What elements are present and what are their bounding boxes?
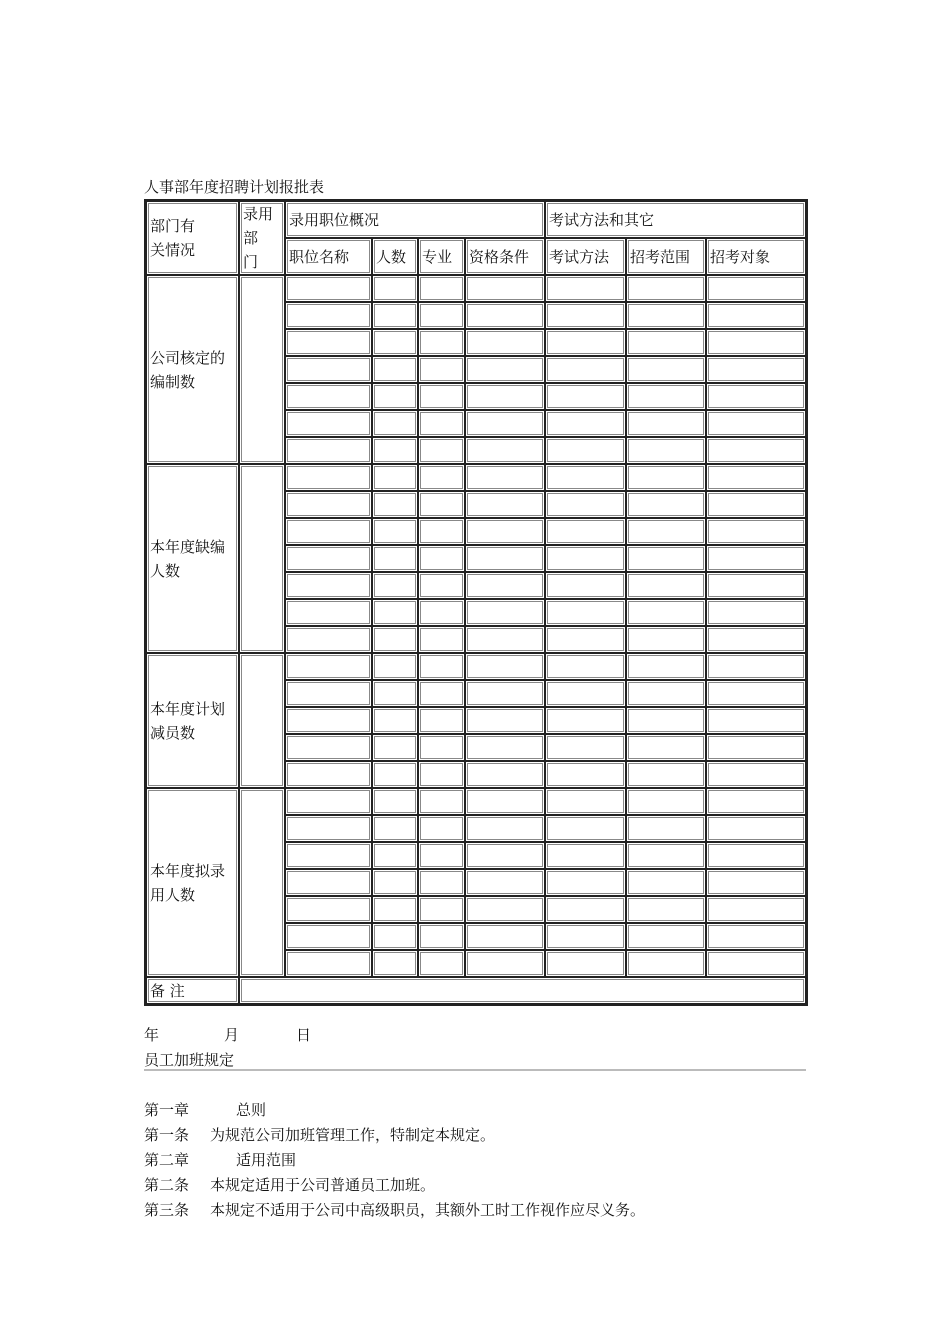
entry-cell[interactable] [418,383,465,410]
entry-cell[interactable] [626,842,706,869]
entry-cell[interactable] [706,869,806,896]
entry-cell[interactable] [372,707,418,734]
table-row [146,275,806,302]
entry-cell[interactable] [706,788,806,815]
entry-cell[interactable] [372,464,418,491]
table-row [146,788,806,815]
entry-cell[interactable] [418,680,465,707]
hire-dept-cell[interactable] [239,275,285,464]
entry-cell[interactable] [465,464,545,491]
entry-cell[interactable] [285,707,372,734]
entry-cell[interactable] [372,518,418,545]
entry-cell[interactable] [285,950,372,977]
entry-cell[interactable] [372,302,418,329]
entry-cell[interactable] [465,707,545,734]
entry-cell[interactable] [545,788,626,815]
entry-cell[interactable] [285,437,372,464]
entry-cell[interactable] [545,761,626,788]
entry-cell[interactable] [418,545,465,572]
entry-cell[interactable] [706,329,806,356]
entry-cell[interactable] [545,842,626,869]
remarks-row [146,977,806,1004]
entry-cell[interactable] [626,599,706,626]
entry-cell[interactable] [465,599,545,626]
doc-line-key: 第三条 [144,1201,190,1219]
date-line [144,1024,344,1044]
entry-cell[interactable] [545,869,626,896]
entry-cell[interactable] [285,680,372,707]
entry-cell[interactable] [545,383,626,410]
doc-line-text: 本规定不适用于公司中高级职员，其额外工时工作视作应尽义务。 [210,1201,646,1219]
doc-line-key: 第一章 [144,1101,190,1119]
section-label: 本年度计划 减员数 [146,653,239,788]
entry-cell[interactable] [545,896,626,923]
recruitment-plan-table [144,199,808,1006]
entry-cell[interactable] [285,815,372,842]
header-positions-group: 录用职位概况 [285,201,545,238]
entry-cell[interactable] [706,923,806,950]
entry-cell[interactable] [626,680,706,707]
entry-cell[interactable] [372,275,418,302]
entry-cell[interactable] [706,896,806,923]
entry-cell[interactable] [626,950,706,977]
entry-cell[interactable] [372,329,418,356]
header-hire-dept: 录用部 门 [239,201,285,275]
entry-cell[interactable] [418,734,465,761]
doc-line-text: 适用范围 [236,1151,297,1169]
entry-cell[interactable] [545,437,626,464]
entry-cell[interactable] [465,410,545,437]
entry-cell[interactable] [626,491,706,518]
entry-cell[interactable] [545,356,626,383]
entry-cell[interactable] [285,518,372,545]
entry-cell[interactable] [465,896,545,923]
title-divider [144,1069,806,1071]
entry-cell[interactable] [626,923,706,950]
entry-cell[interactable] [285,761,372,788]
entry-cell[interactable] [418,626,465,653]
entry-cell[interactable] [372,761,418,788]
entry-cell[interactable] [545,302,626,329]
entry-cell[interactable] [285,410,372,437]
date-day: 日 [296,1026,312,1044]
entry-cell[interactable] [372,923,418,950]
entry-cell[interactable] [285,545,372,572]
entry-cell[interactable] [465,815,545,842]
entry-cell[interactable] [372,950,418,977]
entry-cell[interactable] [285,653,372,680]
entry-cell[interactable] [626,329,706,356]
entry-cell[interactable] [545,329,626,356]
entry-cell[interactable] [465,275,545,302]
entry-cell[interactable] [626,464,706,491]
entry-cell[interactable] [418,815,465,842]
entry-cell[interactable] [372,896,418,923]
entry-cell[interactable] [372,653,418,680]
entry-cell[interactable] [626,815,706,842]
entry-cell[interactable] [418,923,465,950]
entry-cell[interactable] [706,275,806,302]
entry-cell[interactable] [545,950,626,977]
column-header: 专业 [418,238,465,275]
entry-cell[interactable] [418,788,465,815]
entry-cell[interactable] [285,491,372,518]
entry-cell[interactable] [418,275,465,302]
entry-cell[interactable] [706,410,806,437]
entry-cell[interactable] [372,734,418,761]
form-title: 人事部年度招聘计划报批表 [144,178,325,196]
entry-cell[interactable] [706,680,806,707]
entry-cell[interactable] [545,491,626,518]
entry-cell[interactable] [285,626,372,653]
entry-cell[interactable] [418,896,465,923]
entry-cell[interactable] [372,545,418,572]
section-label: 本年度拟录 用人数 [146,788,239,977]
entry-cell[interactable] [545,518,626,545]
table-row [146,464,806,491]
column-header: 招考范围 [626,238,706,275]
entry-cell[interactable] [418,410,465,437]
entry-cell[interactable] [465,761,545,788]
entry-cell[interactable] [372,626,418,653]
doc-line-text: 总则 [236,1101,267,1119]
entry-cell[interactable] [706,653,806,680]
entry-cell[interactable] [285,464,372,491]
entry-cell[interactable] [285,842,372,869]
entry-cell[interactable] [545,707,626,734]
entry-cell[interactable] [465,437,545,464]
entry-cell[interactable] [545,815,626,842]
entry-cell[interactable] [465,842,545,869]
entry-cell[interactable] [465,869,545,896]
entry-cell[interactable] [465,356,545,383]
entry-cell[interactable] [418,842,465,869]
entry-cell[interactable] [372,599,418,626]
entry-cell[interactable] [418,437,465,464]
entry-cell[interactable] [626,626,706,653]
entry-cell[interactable] [545,410,626,437]
entry-cell[interactable] [706,464,806,491]
entry-cell[interactable] [626,383,706,410]
entry-cell[interactable] [706,545,806,572]
doc-line-key: 第二章 [144,1151,190,1169]
entry-cell[interactable] [465,518,545,545]
entry-cell[interactable] [706,383,806,410]
entry-cell[interactable] [626,275,706,302]
doc-line [144,1174,435,1195]
doc-line [144,1199,645,1220]
doc-line-text: 为规范公司加班管理工作，特制定本规定。 [210,1126,496,1144]
entry-cell[interactable] [465,788,545,815]
column-header: 人数 [372,238,418,275]
entry-cell[interactable] [626,545,706,572]
entry-cell[interactable] [626,356,706,383]
entry-cell[interactable] [372,383,418,410]
doc-line [144,1124,495,1145]
entry-cell[interactable] [418,491,465,518]
entry-cell[interactable] [706,518,806,545]
entry-cell[interactable] [285,896,372,923]
entry-cell[interactable] [545,923,626,950]
column-header: 招考对象 [706,238,806,275]
entry-cell[interactable] [545,680,626,707]
entry-cell[interactable] [465,491,545,518]
entry-cell[interactable] [545,275,626,302]
entry-cell[interactable] [465,950,545,977]
entry-cell[interactable] [706,572,806,599]
date-year: 年 [144,1026,160,1044]
entry-cell[interactable] [372,788,418,815]
doc-line-key: 第二条 [144,1176,190,1194]
doc-line [144,1149,296,1170]
entry-cell[interactable] [465,734,545,761]
entry-cell[interactable] [285,788,372,815]
remarks-field[interactable] [239,977,806,1004]
entry-cell[interactable] [626,707,706,734]
entry-cell[interactable] [285,356,372,383]
entry-cell[interactable] [372,680,418,707]
entry-cell[interactable] [285,302,372,329]
entry-cell[interactable] [372,356,418,383]
entry-cell[interactable] [372,491,418,518]
entry-cell[interactable] [418,950,465,977]
doc-title: 员工加班规定 [144,1051,235,1069]
header-exam-group: 考试方法和其它 [545,201,806,238]
table-row [146,653,806,680]
entry-cell[interactable] [626,896,706,923]
entry-cell[interactable] [418,653,465,680]
entry-cell[interactable] [706,599,806,626]
entry-cell[interactable] [418,356,465,383]
entry-cell[interactable] [465,680,545,707]
entry-cell[interactable] [626,572,706,599]
entry-cell[interactable] [626,518,706,545]
doc-line [144,1099,266,1120]
entry-cell[interactable] [418,869,465,896]
entry-cell[interactable] [285,923,372,950]
entry-cell[interactable] [285,383,372,410]
entry-cell[interactable] [465,626,545,653]
entry-cell[interactable] [418,518,465,545]
entry-cell[interactable] [626,302,706,329]
header-dept-info: 部门有 关情况 [146,201,239,275]
entry-cell[interactable] [545,599,626,626]
entry-cell[interactable] [465,572,545,599]
entry-cell[interactable] [706,950,806,977]
entry-cell[interactable] [285,275,372,302]
entry-cell[interactable] [372,572,418,599]
entry-cell[interactable] [285,572,372,599]
entry-cell[interactable] [706,356,806,383]
entry-cell[interactable] [372,815,418,842]
entry-cell[interactable] [372,437,418,464]
entry-cell[interactable] [545,464,626,491]
entry-cell[interactable] [545,626,626,653]
date-month: 月 [224,1026,240,1044]
entry-cell[interactable] [626,437,706,464]
column-header: 资格条件 [465,238,545,275]
entry-cell[interactable] [285,734,372,761]
hire-dept-cell[interactable] [239,464,285,653]
entry-cell[interactable] [465,383,545,410]
entry-cell[interactable] [285,599,372,626]
entry-cell[interactable] [626,788,706,815]
entry-cell[interactable] [706,761,806,788]
section-label: 公司核定的 编制数 [146,275,239,464]
entry-cell[interactable] [418,572,465,599]
entry-cell[interactable] [706,707,806,734]
column-header: 职位名称 [285,238,372,275]
entry-cell[interactable] [285,869,372,896]
entry-cell[interactable] [626,410,706,437]
section-label: 本年度缺编 人数 [146,464,239,653]
column-header: 考试方法 [545,238,626,275]
entry-cell[interactable] [706,815,806,842]
entry-cell[interactable] [465,545,545,572]
entry-cell[interactable] [418,464,465,491]
entry-cell[interactable] [372,869,418,896]
entry-cell[interactable] [372,410,418,437]
entry-cell[interactable] [545,653,626,680]
entry-cell[interactable] [706,302,806,329]
hire-dept-cell[interactable] [239,653,285,788]
entry-cell[interactable] [545,572,626,599]
entry-cell[interactable] [418,329,465,356]
entry-cell[interactable] [285,329,372,356]
entry-cell[interactable] [418,707,465,734]
entry-cell[interactable] [465,329,545,356]
entry-cell[interactable] [418,599,465,626]
entry-cell[interactable] [706,626,806,653]
entry-cell[interactable] [706,437,806,464]
doc-line-key: 第一条 [144,1126,190,1144]
hire-dept-cell[interactable] [239,788,285,977]
entry-cell[interactable] [465,923,545,950]
doc-line-text: 本规定适用于公司普通员工加班。 [210,1176,436,1194]
entry-cell[interactable] [706,734,806,761]
entry-cell[interactable] [418,302,465,329]
entry-cell[interactable] [626,761,706,788]
entry-cell[interactable] [545,734,626,761]
entry-cell[interactable] [418,761,465,788]
entry-cell[interactable] [545,545,626,572]
entry-cell[interactable] [626,653,706,680]
entry-cell[interactable] [465,302,545,329]
entry-cell[interactable] [626,734,706,761]
entry-cell[interactable] [465,653,545,680]
entry-cell[interactable] [706,491,806,518]
entry-cell[interactable] [372,842,418,869]
entry-cell[interactable] [626,869,706,896]
entry-cell[interactable] [706,842,806,869]
remarks-label: 备 注 [146,977,239,1004]
